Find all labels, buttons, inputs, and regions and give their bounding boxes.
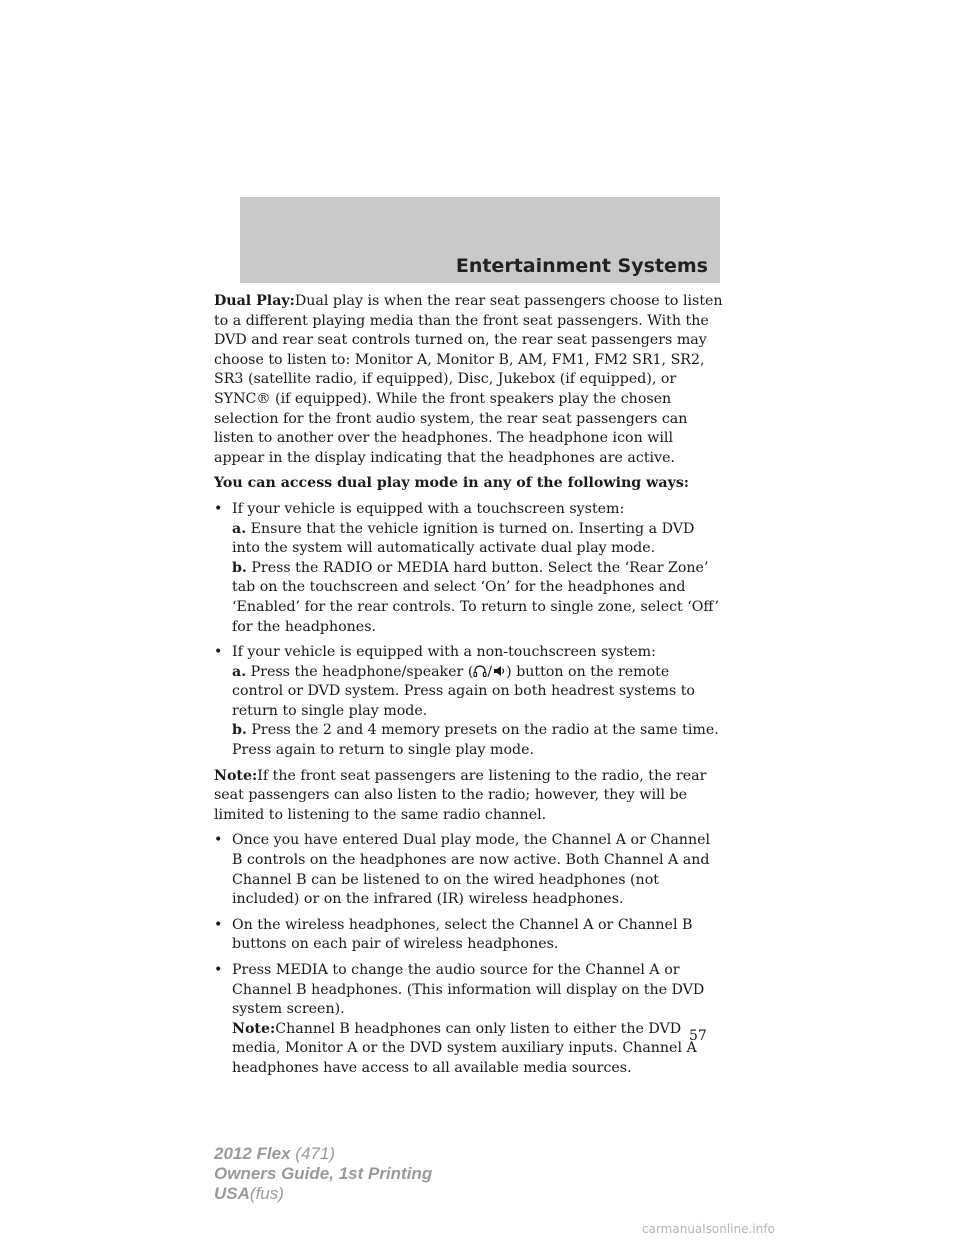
step-a-label: a. [232,663,247,680]
note-text: If the front seat passengers are listening to the radio, the rear seat passengers can also listen to the radio; however, they will be limited to listening to the same radio channel. [214,767,707,823]
footer-market: USA [214,1184,250,1203]
list-item-text: Press MEDIA to change the audio source for the Channel A or Channel B headphones. (This information will display on the DVD system screen). [232,962,705,1018]
note-paragraph [214,767,724,826]
speaker-icon [492,664,506,678]
list-item-text: Once you have entered Dual play mode, the Channel A or Channel B controls on the headphones are now active. Both Channel A and Channel B can be listened to on the wired headphones (not included) or on the infrared (IR) wireless headphones. [232,832,711,908]
step-b-label: b. [232,722,247,739]
touchscreen-bullet [214,500,724,637]
non-touchscreen-step-a-pre: Press the headphone/speaker ( [250,663,474,680]
slash: / [487,663,493,680]
list-item-text: On the wireless headphones, select the Channel A or Channel B buttons on each pair of wireless headphones. [232,916,693,953]
intro-label: Dual Play: [214,293,295,309]
list-item [214,916,724,955]
non-touchscreen-bullet [214,643,724,761]
bullet-dot: • [214,916,223,933]
intro-text: Dual play is when the rear seat passengers choose to listen to a different playing media than the front seat passengers. With the DVD and rear seat controls turned on, the rear seat passengers may choose to listen to: Monitor A, Monitor B, AM, FM1, FM2 SR1, SR2, SR3 (satellite radio, if equipped), Disc, Jukebox (if equipped), or SYNC® (if equipped). While the front speakers play the chosen selection for the front audio system, the rear seat passengers can listen to another over the headphones. The headphone icon will appear in the display indicating that the headphones are active. [214,293,723,466]
print-footer [214,1144,432,1204]
list-item [214,961,724,1079]
watermark: carmanualsonline.info [642,1222,775,1236]
note-label: Note: [232,1020,276,1037]
intro-paragraph [214,292,724,468]
footer-code: (471) [295,1144,335,1163]
touchscreen-text: If your vehicle is equipped with a touchscreen system: [232,500,625,517]
section-title: Entertainment Systems [455,255,708,277]
non-touchscreen-text: If your vehicle is equipped with a non-touchscreen system: [232,644,656,661]
footer-printing: Owners Guide, 1st Printing [214,1164,433,1183]
page-number: 57 [689,1028,707,1044]
access-heading: You can access dual play mode in any of the following ways: [214,475,690,492]
list-item [214,831,724,909]
page-content [214,292,724,1085]
non-touchscreen-step-a-post: ) button on the remote control or DVD system. Press again on both headrest systems to return to single play mode. [232,663,695,719]
footer-model: 2012 Flex [214,1144,291,1163]
touchscreen-step-b: Press the RADIO or MEDIA hard button. Select the ‘Rear Zone’ tab on the touchscreen and select ‘On’ for the headphones and ‘Enabled’ for the rear controls. To return to single zone, select ‘Off’ for the headphones. [232,559,720,635]
footer-market-code: (fus) [249,1184,284,1203]
note-text: Channel B headphones can only listen to either the DVD media, Monitor A or the DVD system auxiliary inputs. Channel A headphones have access to all available media sources. [232,1020,697,1076]
header-band [240,197,720,283]
step-a-label: a. [232,520,247,537]
non-touchscreen-step-b: Press the 2 and 4 memory presets on the radio at the same time. Press again to return to single play mode. [232,722,719,759]
headphone-icon [473,664,487,678]
bullet-dot: • [214,962,223,978]
note-label: Note: [214,767,258,784]
bullet-dot: • [214,832,223,849]
bullet-dot: • [214,644,223,661]
bullet-dot: • [214,500,223,517]
step-b-label: b. [232,559,247,576]
touchscreen-step-a: Ensure that the vehicle ignition is turned on. Inserting a DVD into the system will automatically activate dual play mode. [232,520,695,557]
